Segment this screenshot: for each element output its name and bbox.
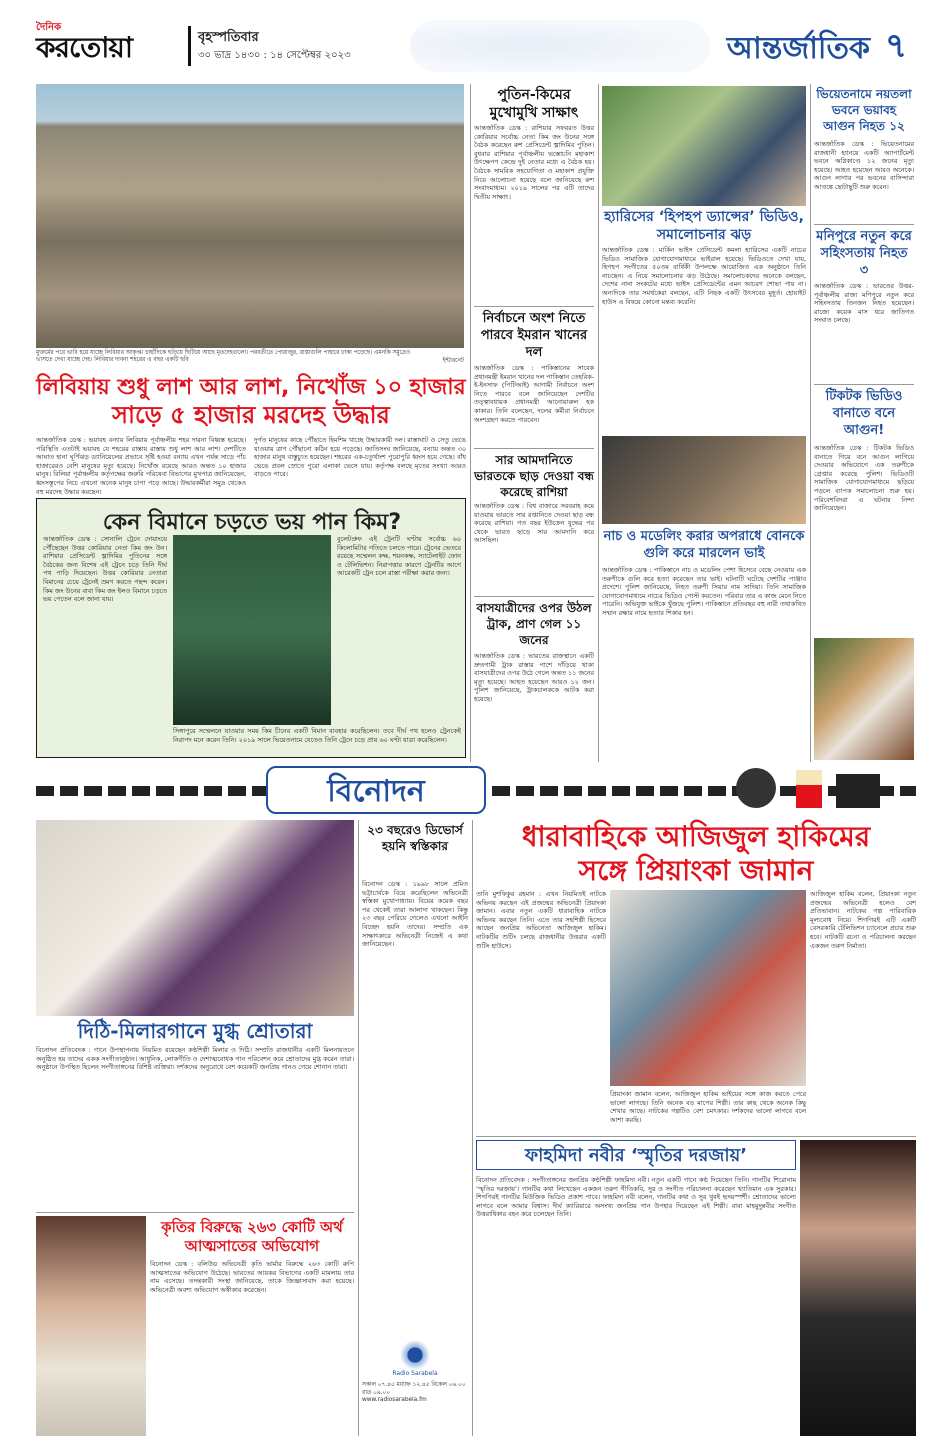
divorce-body: বিনোদন ডেস্ক : ১৯৯৮ সালে প্রমিত ভট্টাচার্যকে বিয়ে করেছিলেন অভিনেত্রী স্বস্তিকা মুখোপাধ্যায়। বিয়ের কয়েক বছর পর থেকেই তারা আলাদা থাকছেন। কিন্তু ২৩ বছর পেরিয়ে গেলেও এখনো আইনি বিচ্ছেদ হয়নি তাদের। সম্প্রতি এক সাক্ষাৎকারে অভিনেত্রী নিজেই এ কথা জানিয়েছেন। <box>362 880 468 949</box>
binodon-title: বিনোদন <box>266 766 486 814</box>
libya-photo-credit: ইন্টারনেট <box>442 358 464 364</box>
kriti-body: বিনোদন ডেস্ক : বলিউড অভিনেত্রী কৃতি ভার্মার বিরুদ্ধে ২৬৩ কোটি রুপি আত্মসাতের অভিযোগ উঠেছে। ভারতের আয়কর বিভাগের একটি মামলায় তার নাম এসেছে। তদন্তকারী সংস্থা জানিয়েছে, তাকে জিজ্ঞাসাবাদ করা হয়েছে। অভিনেত্রী অবশ্য অভিযোগ অস্বীকার করেছেন। <box>150 1260 354 1294</box>
kim-headline: কেন বিমানে চড়তে ভয় পান কিম? <box>102 510 402 535</box>
issue-date: ৩০ ভাদ্র ১৪৩০ : ১৪ সেপ্টেম্বর ২০২৩ <box>198 50 351 61</box>
sar-body: আন্তর্জাতিক ডেস্ক : বিশ্ব বাজারে সরবরাহ কমে যাওয়ায় ভারতে সার রপ্তানিতে দেওয়া ছাড় বন্ধ করেছে রাশিয়া। গত বছর ইউক্রেন যুদ্ধের পর থেকে ভারত ছাড়ে সার আমদানি করে আসছিল। <box>474 502 594 545</box>
libya-headline <box>36 374 466 429</box>
kriti-headline: কৃতির বিরুদ্ধে ২৬৩ কোটি অর্থ আত্মসাতের অভিযোগ <box>161 1218 343 1255</box>
tiktok-photo <box>814 638 914 760</box>
harris-headline: হ্যারিসের ‘হিপহপ ড্যান্সের’ ভিডিও, সমালোচনার ঝড় <box>604 209 804 243</box>
divorce-headline: ২৩ বছরেও ডিভোর্স হয়নি স্বস্তিকার <box>367 823 463 853</box>
libya-headline-1: লিবিয়ায় শুধু লাশ আর লাশ, নিখোঁজ ১০ হাজার <box>36 375 466 400</box>
popcorn-icon <box>796 770 822 808</box>
radio-logo-icon <box>395 1340 435 1370</box>
libya-body-1: আন্তর্জাতিক ডেস্ক : ভয়াবহ বন্যায় লিবিয়ায় পূর্বাঞ্চলীয় শহর দারনা বিধ্বস্ত হয়েছে। পরিস্থিতি এতটাই ভয়াবহ যে শহরের রাস্তায় রাস্তায় শুধু লাশ আর লাশ। দেশটিতে আঘাত হানা ঘূর্ণিঝড় ড্যানিয়েলের প্রভাবে সৃষ্টি হওয়া বন্যায় এখন পর্যন্ত সাড়ে পাঁচ হাজারেরও বেশি মানুষের মৃত্যু হয়েছে। নিখোঁজ রয়েছে আরও অন্তত ১০ হাজার মানুষ। বিলিয়া পূর্বাঞ্চলীয় কর্তৃপক্ষের জরুরি পরিষেবা বিভাগের মুখপাত্র জানিয়েছেন, ধ্বংসস্তূপের নিচে এখনো অনেক মানুষ চাপা পড়ে আছে। উদ্ধারকর্মীরা সমুদ্র থেকেও বহু মরদেহ উদ্ধার করছেন। <box>36 436 246 496</box>
issue-day: বৃহস্পতিবার <box>198 30 259 45</box>
aziz-body-3: আজিজুল হাকিম বলেন, প্রিয়াংকা নতুন প্রজন্মের অভিনেত্রী হলেও বেশ প্রতিভাবান। নাটকের গল্প পারিবারিক মূল্যবোধ নিয়ে। শিগগিরই এটি একটি বেসরকারি টেলিভিশন চ্যানেলে প্রচার শুরু হবে। নাটকটি রচনা ও পরিচালনা করছেন একজন তরুণ নির্মাতা। <box>810 890 916 950</box>
kim-body-1: আন্তর্জাতিক ডেস্ক : সোনালি ট্রেনে দোয়াংয়ে পৌঁছেছেন উত্তর কোরিয়ার নেতা কিম জং উন। রাশিয়ার প্রেসিডেন্ট ভ্লাদিমির পুতিনের সঙ্গে বৈঠকের জন্য বিশেষ এই ট্রেনে চড়ে তিনি দীর্ঘ পথ পাড়ি দিয়েছেন। উত্তর কোরিয়ার নেতারা বিমানের চেয়ে ট্রেনেই ভ্রমণ করতে পছন্দ করেন। কিম জং উনের বাবা কিম জং ইলও বিমানে চড়তে ভয় পেতেন বলে জানা যায়। <box>43 535 167 604</box>
tiktok-body: আন্তর্জাতিক ডেস্ক : টিকটক ভিডিও বানাতে গিয়ে বনে আগুন লাগিয়ে দেওয়ার অভিযোগে এক তরুণীকে গ্রেপ্তার করেছে পুলিশ। ভিডিওটি সামাজিক যোগাযোগমাধ্যমে ছড়িয়ে পড়লে ব্যাপক সমালোচনা শুরু হয়। পরিবেশবিদরা এ ঘটনার নিন্দা জানিয়েছেন। <box>814 444 914 513</box>
tiktok-headline: টিকটক ভিডিও বানাতে বনে আগুন! <box>825 389 903 438</box>
harris-body: আন্তর্জাতিক ডেস্ক : মার্কিন ভাইস প্রেসিডেন্ট কমলা হ্যারিসের একটি নাচের ভিডিও সামাজিক যোগাযোগমাধ্যমে ভাইরাল হয়েছে। ভিডিওতে দেখা যায়, হিপহপ সংগীতের ৫০তম বার্ষিকী উপলক্ষে আয়োজিত এক অনুষ্ঠানে তিনি নাচছেন। এ নিয়ে সমালোচনার ঝড় উঠেছে। সমালোচকদের অনেকে বলছেন, দেশের নানা সংকটের মধ্যে ভাইস প্রেসিডেন্টের এমন আচরণ শোভা পায় না। অন্যদিকে তার সমর্থকেরা বলছেন, এটি নিছক একটি উৎসবের মুহূর্ত। হোয়াইট হাউস এ বিষয়ে কোনো মন্তব্য করেনি। <box>602 246 806 306</box>
bus-headline: বাসযাত্রীদের ওপর উঠল ট্রাক, প্রাণ গেল ১১ জনের <box>476 601 592 647</box>
world-map-graphic <box>410 20 710 72</box>
manipur-headline: মনিপুরে নতুন করে সহিংসতায় নিহত ৩ <box>816 229 912 278</box>
fahmida-photo <box>800 1140 916 1436</box>
clapperboard-icon <box>836 774 880 808</box>
kim-train-photo <box>173 535 331 725</box>
kriti-photo <box>36 1216 146 1436</box>
dithi-body: বিনোদন প্রতিবেদক : গানে উপস্থাপনায় নিয়মিত রয়েছেন কণ্ঠশিল্পী মিলার ও দিঠি। সম্প্রতি রাজধানীর একটি মিলনায়তনে অনুষ্ঠিত হয় তাদের একক সংগীতানুষ্ঠান। আধুনিক, লোকগীতি ও দেশাত্মবোধক গান পরিবেশন করে শ্রোতাদের মুগ্ধ করেন তারা। অনুষ্ঠানে উপস্থিত ছিলেন সংগীতাঙ্গনের বিশিষ্ট ব্যক্তিরা। দর্শকদের অনুরোধে বেশ কয়েকটি জনপ্রিয় গানও গেয়ে শোনান তারা। <box>36 1046 354 1072</box>
logo <box>36 22 186 68</box>
libya-body-2: দুর্গত মানুষের কাছে পৌঁছাতে হিমশিম খাচ্ছে উদ্ধারকারী দল। রাস্তাঘাট ও সেতু ভেঙে যাওয়ায় ত্রাণ পৌঁছানো কঠিন হয়ে পড়েছে। জাতিসংঘ জানিয়েছে, বন্যায় অন্তত ৩০ হাজার মানুষ বাস্তুচ্যুত হয়েছেন। শহরের এক-চতুর্থাংশ পুরোপুরি ধ্বংস হয়ে গেছে। বাঁধ ভেঙে প্রবল স্রোতে পুরো এলাকা ভেসে যায়। কর্তৃপক্ষ বলছে মৃতের সংখ্যা আরও বাড়তে পারে। <box>254 436 466 479</box>
dance-headline: নাচ ও মডেলিং করার অপরাধে বোনকে গুলি করে মারলেন ভাই <box>603 529 805 561</box>
libya-headline-2: সাড়ে ৫ হাজার মরদেহ উদ্ধার <box>112 401 390 429</box>
putin-headline: পুতিন-কিমের মুখোমুখি সাক্ষাৎ <box>489 87 579 121</box>
binodon-banner <box>36 764 916 816</box>
fahmida-body: বিনোদন প্রতিবেদক : সংগীতাঙ্গনের জনপ্রিয় কণ্ঠশিল্পী ফাহমিদা নবী। নতুন একটি গানে কণ্ঠ দিয়েছেন তিনি। গানটির শিরোনাম ‘স্মৃতির দরজায়’। গানটির কথা লিখেছেন একজন তরুণ গীতিকবি, সুর ও সংগীত পরিচালনা করেছেন খ্যাতিমান এক সুরকার। শিগগিরই গানটির মিউজিক ভিডিও প্রকাশ পাবে। ফাহমিদা নবী বলেন, গানটির কথা ও সুর খুবই হৃদয়স্পর্শী। শ্রোতাদের ভালো লাগবে বলে আমার বিশ্বাস। দীর্ঘ ক্যারিয়ারে অসংখ্য জনপ্রিয় গান উপহার দিয়েছেন এই শিল্পী। বাবা মাহমুদুন্নবীর সংগীত উত্তরাধিকার বহন করে চলেছেন তিনি। <box>476 1176 796 1219</box>
putin-body: আন্তর্জাতিক ডেস্ক : রাশিয়ার সফররত উত্তর কোরিয়ার সর্বোচ্চ নেতা কিম জং উনের সঙ্গে বৈঠক করেছেন রুশ প্রেসিডেন্ট ভ্লাদিমির পুতিন। বুধবার রাশিয়ার পূর্বাঞ্চলীয় ভস্তোচনি মহাকাশ উৎক্ষেপণ কেন্দ্রে দুই নেতার মধ্যে এ বৈঠক হয়। বৈঠকে সামরিক সহযোগিতা ও মহাকাশ প্রযুক্তি নিয়ে আলোচনা হয়েছে বলে জানিয়েছে রুশ সংবাদমাধ্যম। ২০১৯ সালের পর এটি তাদের দ্বিতীয় সাক্ষাৎ। <box>474 124 594 201</box>
imran-body: আন্তর্জাতিক ডেস্ক : পাকিস্তানের সাবেক প্রধানমন্ত্রী ইমরান খানের দল পাকিস্তান তেহরিক-ই-ইনসাফ (পিটিআই) আগামী নির্বাচনে অংশ নিতে পারবে বলে জানিয়েছেন দেশটির তত্ত্বাবধায়ক প্রধানমন্ত্রী আনোয়ারুল হক কাকার। তিনি বলেছেন, দলের কর্মীরা নির্বাচনে অংশগ্রহণ করতে পারবেন। <box>474 364 594 424</box>
radio-ad <box>362 1340 468 1436</box>
logo-small: দৈনিক <box>36 22 62 33</box>
aziz-body-2: প্রিয়াংকা জামান বলেন, আজিজুল হাকিম ভাইয়ের সঙ্গে কাজ করতে পেরে ভালো লাগছে। তিনি অনেক বড় মাপের শিল্পী। তার কাছ থেকে অনেক কিছু শেখার আছে। নাটকের গল্পটিও বেশ চমৎকার। দর্শকদের ভালো লাগবে বলে আশা করছি। <box>610 1090 806 1124</box>
libya-photo-caption: মুক্তর্মের পরে ভাবি হয়ে যাচ্ছে লিবিয়ার আকৃপ্ত। চাহাঁদিকে ছড়িয়ে ছিটিয়ে আছে মৃতদেহগুলো। পরবর্তীতে পোরাজুর, রাস্তাগুলি পাহারে ঢাকা পড়েছে। এমনকি সমুদ্রেও ভাসতে দেখা যাচ্ছে দেহ। লিবিয়ার দাবনা শহরের এ বছর একটি ছবি <box>36 350 411 364</box>
aziz-headline-2: সঙ্গে প্রিয়াংকা জামান <box>578 854 814 887</box>
aziz-body-1: তানি মুশফিকুর রহমান : এখন নিয়মিতই নাটকে অভিনয় করছেন এই প্রজন্মের অভিনেত্রী প্রিয়াংকা জামান। এবার নতুন একটি ধারাবাহিক নাটকে অভিনয় করছেন তিনি। এতে তার সহশিল্পী হিসেবে আছেন জনপ্রিয় অভিনেতা আজিজুল হাকিম। নাটকটির শুটিং চলছে রাজধানীর উত্তরার একটি শুটিং হাউসে। <box>476 890 606 950</box>
section-title: আন্তর্জাতিক <box>726 31 870 66</box>
vietnam-headline: ভিয়েতনামে নয়তলা ভবনে ভয়াবহ আগুন নিহত ১২ <box>816 87 912 133</box>
kim-box <box>36 498 466 758</box>
vietnam-body: আন্তর্জাতিক ডেস্ক : ভিয়েতনামের রাজধানী হ্যানয়ে একটি অ্যাপার্টমেন্ট ভবনে অগ্নিকাণ্ডে ১২ জনের মৃত্যু হয়েছে। আহত হয়েছেন আরও অনেকে। আগুন লাগার পর ভবনের বাসিন্দারা আতঙ্কে ছোটাছুটি শুরু করেন। <box>814 140 914 191</box>
film-reel-icon <box>736 768 776 808</box>
imran-headline: নির্বাচনে অংশ নিতে পারবে ইমরান খানের দল <box>480 311 588 360</box>
fahmida-headline: ফাহমিদা নবীর ‘স্মৃতির দরজায়’ <box>476 1140 796 1170</box>
libya-flood-photo <box>36 84 464 348</box>
dance-victim-photo <box>602 436 806 524</box>
logo-main: করতোয়া <box>36 31 132 64</box>
aziz-headline <box>476 820 916 888</box>
dithi-photo <box>36 820 354 1016</box>
sar-headline: সার আমদানিতে ভারতকে ছাড় দেওয়া বন্ধ করেছে রাশিয়া <box>474 453 594 499</box>
dithi-headline: দিঠি-মিলারগানে মুগ্ধ শ্রোতারা <box>77 1019 313 1043</box>
kim-body-3: সিঙ্গাপুরে সম্মেলনে যাওয়ার সময় কিম চীনের একটি বিমান ব্যবহার করেছিলেন। তবে দীর্ঘ পথ হলেও ট্রেনকেই নিরাপদ মনে করেন তিনি। ২০১৯ সালে ভিয়েতনামে যেতেও তিনি ট্রেনে চড়ে প্রায় ৬০ ঘণ্টা যাত্রা করেছিলেন। <box>173 727 461 744</box>
bus-body: আন্তর্জাতিক ডেস্ক : ভারতের রাজস্থানে একটি দ্রুতগামী ট্রাক রাস্তার পাশে দাঁড়িয়ে থাকা বাসযাত্রীদের ওপর উঠে গেলে অন্তত ১১ জনের মৃত্যু হয়েছে। আহত হয়েছেন আরও ১২ জন। পুলিশ জানিয়েছে, ট্রাকচালককে আটক করা হয়েছে। <box>474 652 594 703</box>
radio-site: www.radiosarabela.fm <box>362 1397 427 1403</box>
kim-body-2: বুলেটপ্রুফ এই ট্রেনটি ঘণ্টায় সর্বোচ্চ ৬০ কিলোমিটার গতিতে চলতে পারে। ট্রেনের ভেতরে রয়েছে সম্মেলন কক্ষ, শয়নকক্ষ, স্যাটেলাইট ফোন ও টেলিভিশন। নিরাপত্তার কারণে ট্রেনটির আগে আরেকটি ট্রেন চলে রাস্তা পরীক্ষা করার জন্য। <box>337 535 461 578</box>
manipur-body: আন্তর্জাতিক ডেস্ক : ভারতের উত্তর-পূর্বাঞ্চলীয় রাজ্য মণিপুরে নতুন করে সহিংসতায় তিনজন নিহত হয়েছেন। রাজ্যে কয়েক মাস ধরে জাতিগত সংঘাত চলছে। <box>814 282 914 325</box>
radio-schedule: সকাল ০৭.৪৫ মধ্যাহ্ন ১২.৪৫ বিকেল ০৬.০০ রাত ০৯.০০ <box>362 1382 466 1396</box>
masthead <box>0 0 945 80</box>
page-number: ৭ <box>884 26 908 66</box>
dance-body: আন্তর্জাতিক ডেস্ক : পাকিস্তানে নাচ ও মডেলিং পেশা হিসেবে বেছে নেওয়ায় এক তরুণীকে গুলি করে হত্যা করেছেন তার ভাই। ঘটনাটি ঘটেছে দেশটির পাঞ্জাব প্রদেশে। পুলিশ জানিয়েছে, নিহত তরুণী সিয়ার নাম সাদিয়া। তিনি সামাজিক যোগাযোগমাধ্যমে নাচের ভিডিও পোস্ট করতেন। পরিবার তার এ কাজ মেনে নিতে পারেনি। অভিযুক্ত ভাইকে খুঁজছে পুলিশ। পাকিস্তানে প্রতিবছর বহু নারী তথাকথিত সম্মান রক্ষার নামে হত্যার শিকার হন। <box>602 566 806 617</box>
harris-photo <box>602 86 806 206</box>
aziz-headline-1: ধারাবাহিকে আজিজুল হাকিমের <box>521 820 871 853</box>
radio-name: Radio Sarabela <box>392 1370 438 1377</box>
aziz-photo <box>610 890 806 1086</box>
